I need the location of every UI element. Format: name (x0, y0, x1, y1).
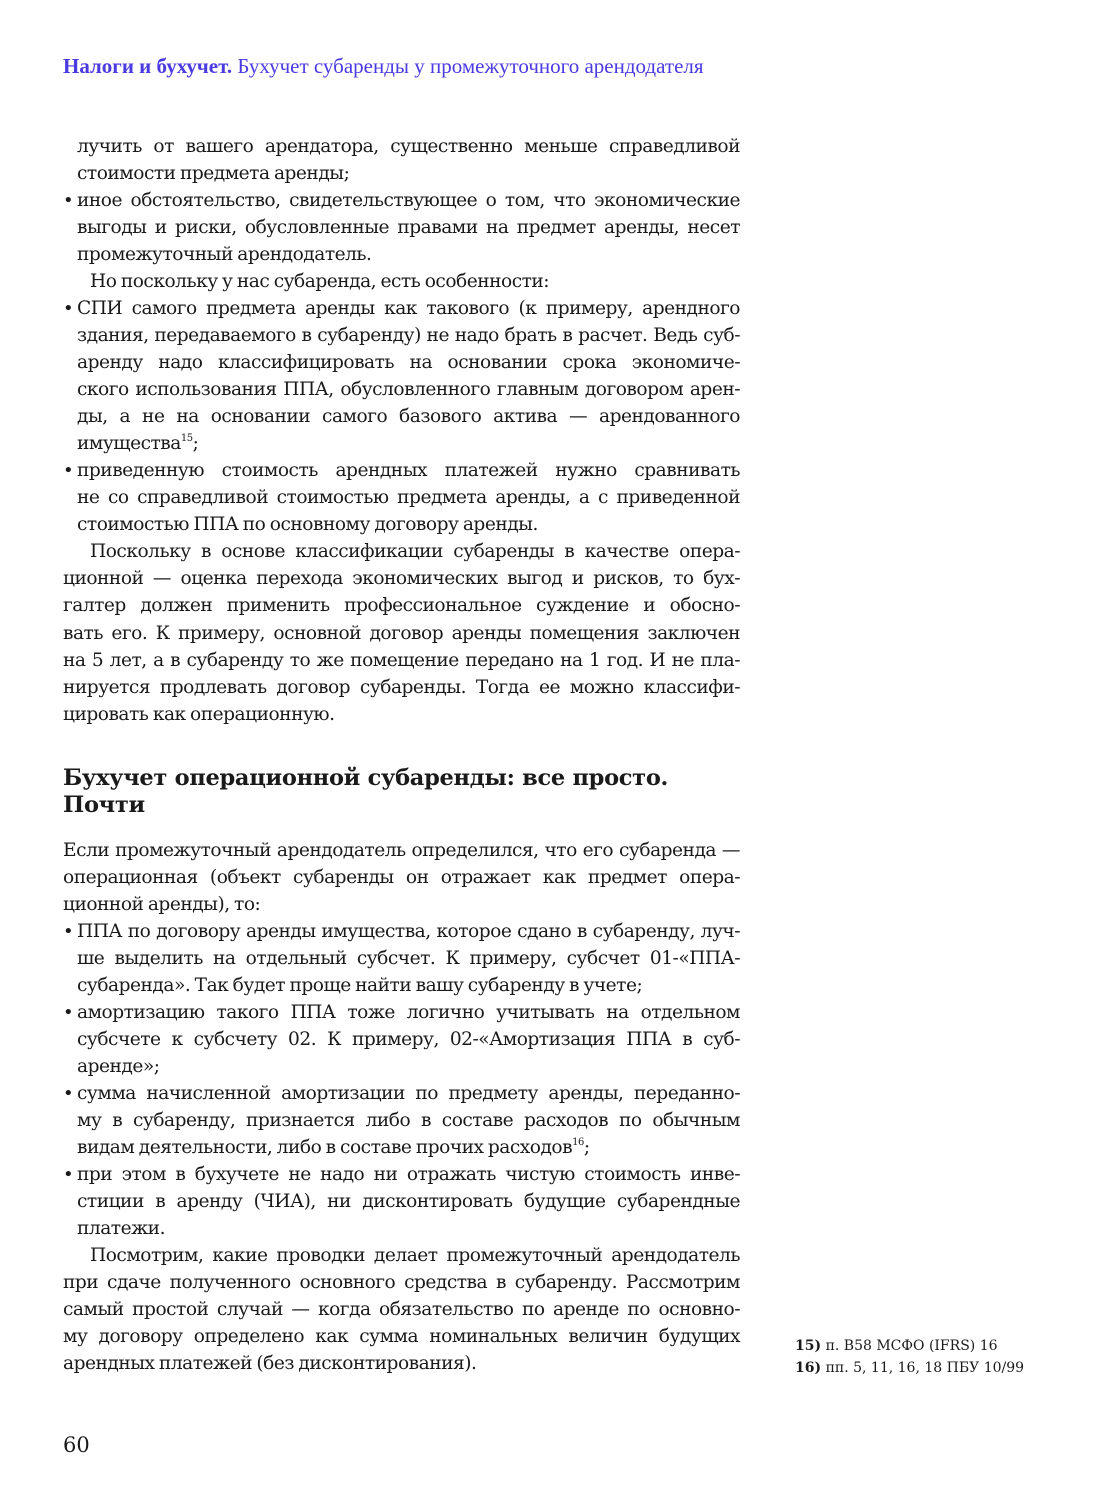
line-text: ского использования ППА, обусловленного главным договором арен- (77, 379, 740, 400)
text-line (77, 457, 740, 484)
line-text: стиции в аренду (ЧИА), ни дисконтировать будущие субарендные (77, 1191, 740, 1212)
line-text: субсчете к субсчету 02. К примеру, 02-«Амортизация ППА в суб- (77, 1029, 740, 1050)
bullet-icon: • (63, 1083, 74, 1104)
line-text: му в субаренду, признается либо в составе расходов по обычным (77, 1110, 740, 1131)
text-line (77, 1161, 740, 1188)
text-line (77, 1188, 740, 1215)
text-line (63, 647, 740, 674)
section-heading-line1: Бухучет операционной субаренды: все просто. (63, 765, 669, 791)
line-text: Но поскольку у нас субаренда, есть особенности: (90, 271, 550, 292)
text-line (77, 511, 740, 538)
line-text: не со справедливой стоимостью предмета аренды, а с приведенной (77, 487, 740, 508)
text-line (63, 864, 740, 891)
text-line (77, 972, 740, 999)
line-text: при сдаче полученного основного средства в субаренду. Рассмотрим (63, 1272, 740, 1293)
line-text: платежи. (77, 1218, 165, 1239)
text-line (77, 187, 740, 214)
bullet-icon: • (63, 298, 74, 319)
line-text: иное обстоятельство, свидетельствующее о том, что экономические (77, 190, 740, 211)
text-line (90, 538, 740, 565)
line-text: вать его. К примеру, основной договор аренды помещения заключен (63, 623, 740, 644)
text-line (77, 322, 740, 349)
line-text: СПИ самого предмета аренды как такового (к примеру, арендного (77, 298, 740, 319)
line-text: самый простой случай — когда обязательство по аренде по основно- (63, 1299, 740, 1320)
footnote-text: пп. 5, 11, 16, 18 ПБУ 10/99 (825, 1360, 1025, 1376)
line-text: ППА по договору аренды имущества, которое сдано в субаренду, луч- (77, 921, 740, 942)
line-text: имущества (77, 433, 181, 454)
running-header (63, 54, 704, 79)
text-line (77, 241, 740, 268)
line-text: при этом в бухучете не надо ни отражать чистую стоимость инве- (77, 1164, 740, 1185)
line-text: галтер должен применить профессиональное суждение и обосно- (63, 595, 740, 616)
line-text: видам деятельности, либо в составе прочих расходов (77, 1137, 573, 1158)
line-text: выгоды и риски, обусловленные правами на предмет аренды, несет (77, 217, 740, 238)
line-text: му договору определено как сумма номинальных величин будущих (63, 1326, 740, 1347)
text-line (63, 592, 740, 619)
header-section: Налоги и бухучет. (63, 54, 233, 78)
bullet-icon: • (63, 921, 74, 942)
text-line (77, 918, 740, 945)
footnote-number: 16) (795, 1360, 822, 1376)
footnote-number: 15) (795, 1338, 822, 1354)
punctuation: ; (583, 1137, 590, 1158)
page-number: 60 (63, 1433, 90, 1457)
text-line (77, 133, 740, 160)
text-line (77, 1215, 740, 1242)
bullet-icon: • (63, 1164, 74, 1185)
text-line (63, 565, 740, 592)
text-line (77, 1026, 740, 1053)
line-text: ды, а не на основании самого базового актива — арендованного (77, 406, 740, 427)
footnote-text: п. B58 МСФО (IFRS) 16 (825, 1338, 998, 1354)
line-text: приведенную стоимость арендных платежей нужно сравнивать (77, 460, 740, 481)
line-text: амортизацию такого ППА тоже логично учитывать на отдельном (77, 1002, 740, 1023)
line-text: субаренда». Так будет проще найти вашу субаренду в учете; (77, 975, 643, 996)
line-text: Посмотрим, какие проводки делает промежуточный арендодатель (90, 1245, 740, 1266)
line-text: ше выделить на отдельный субсчет. К примеру, субсчет 01-«ППА- (77, 948, 740, 969)
line-text: ционной аренды), то: (63, 894, 261, 915)
text-line (77, 295, 740, 322)
text-line (77, 484, 740, 511)
line-text: аренду надо классифицировать на основании срока экономиче- (77, 352, 740, 373)
text-line (63, 1350, 740, 1377)
text-line (77, 349, 740, 376)
text-line (63, 1269, 740, 1296)
bullet-icon: • (63, 1002, 74, 1023)
text-line (63, 1296, 740, 1323)
text-line (63, 1323, 740, 1350)
line-text: аренде»; (77, 1056, 160, 1077)
bullet-icon: • (63, 190, 74, 211)
line-text: сумма начисленной амортизации по предмету аренды, переданно- (77, 1083, 740, 1104)
line-text: здания, передаваемого в субаренду) не надо брать в расчет. Ведь суб- (77, 325, 740, 346)
header-title: Бухучет субаренды у промежуточного арендодателя (237, 54, 704, 78)
text-line (77, 160, 740, 187)
line-text: нируется продлевать договор субаренды. Тогда ее можно классифи- (63, 677, 740, 698)
line-text: арендных платежей (без дисконтирования). (63, 1353, 477, 1374)
line-text: лучить от вашего арендатора, существенно меньше справедливой (77, 136, 740, 157)
line-text: Поскольку в основе классификации субаренды в качестве опера- (90, 541, 740, 562)
text-line (77, 999, 740, 1026)
line-text: промежуточный арендодатель. (77, 244, 372, 265)
line-text: Если промежуточный арендодатель определился, что его субаренда — (63, 840, 740, 861)
footnote-15 (795, 1335, 998, 1357)
bullet-icon: • (63, 460, 74, 481)
text-line (77, 1053, 740, 1080)
text-line (77, 214, 740, 241)
text-line (77, 1134, 740, 1161)
text-line (77, 945, 740, 972)
footnote-16 (795, 1357, 1024, 1379)
text-line (63, 674, 740, 701)
text-line (63, 837, 740, 864)
line-text: ционной — оценка перехода экономических выгод и рисков, то бух- (63, 568, 740, 589)
line-text: операционная (объект субаренды он отражает как предмет опера- (63, 867, 740, 888)
line-text: стоимости предмета аренды; (77, 163, 350, 184)
punctuation: ; (192, 433, 199, 454)
footnote-ref[interactable]: 15 (180, 433, 193, 444)
text-line (77, 1107, 740, 1134)
text-line (63, 620, 740, 647)
line-text: на 5 лет, а в субаренду то же помещение передано на 1 год. И не пла- (63, 650, 740, 671)
text-line (90, 268, 740, 295)
line-text: стоимостью ППА по основному договору аренды. (77, 514, 538, 535)
text-line (90, 1242, 740, 1269)
section-heading-line2: Почти (63, 792, 145, 818)
text-line (77, 403, 740, 430)
text-line (77, 430, 740, 457)
footnote-ref[interactable]: 16 (572, 1137, 584, 1148)
text-line (63, 891, 740, 918)
text-line (77, 1080, 740, 1107)
text-line (77, 376, 740, 403)
text-line (63, 701, 740, 728)
line-text: цировать как операционную. (63, 704, 335, 725)
